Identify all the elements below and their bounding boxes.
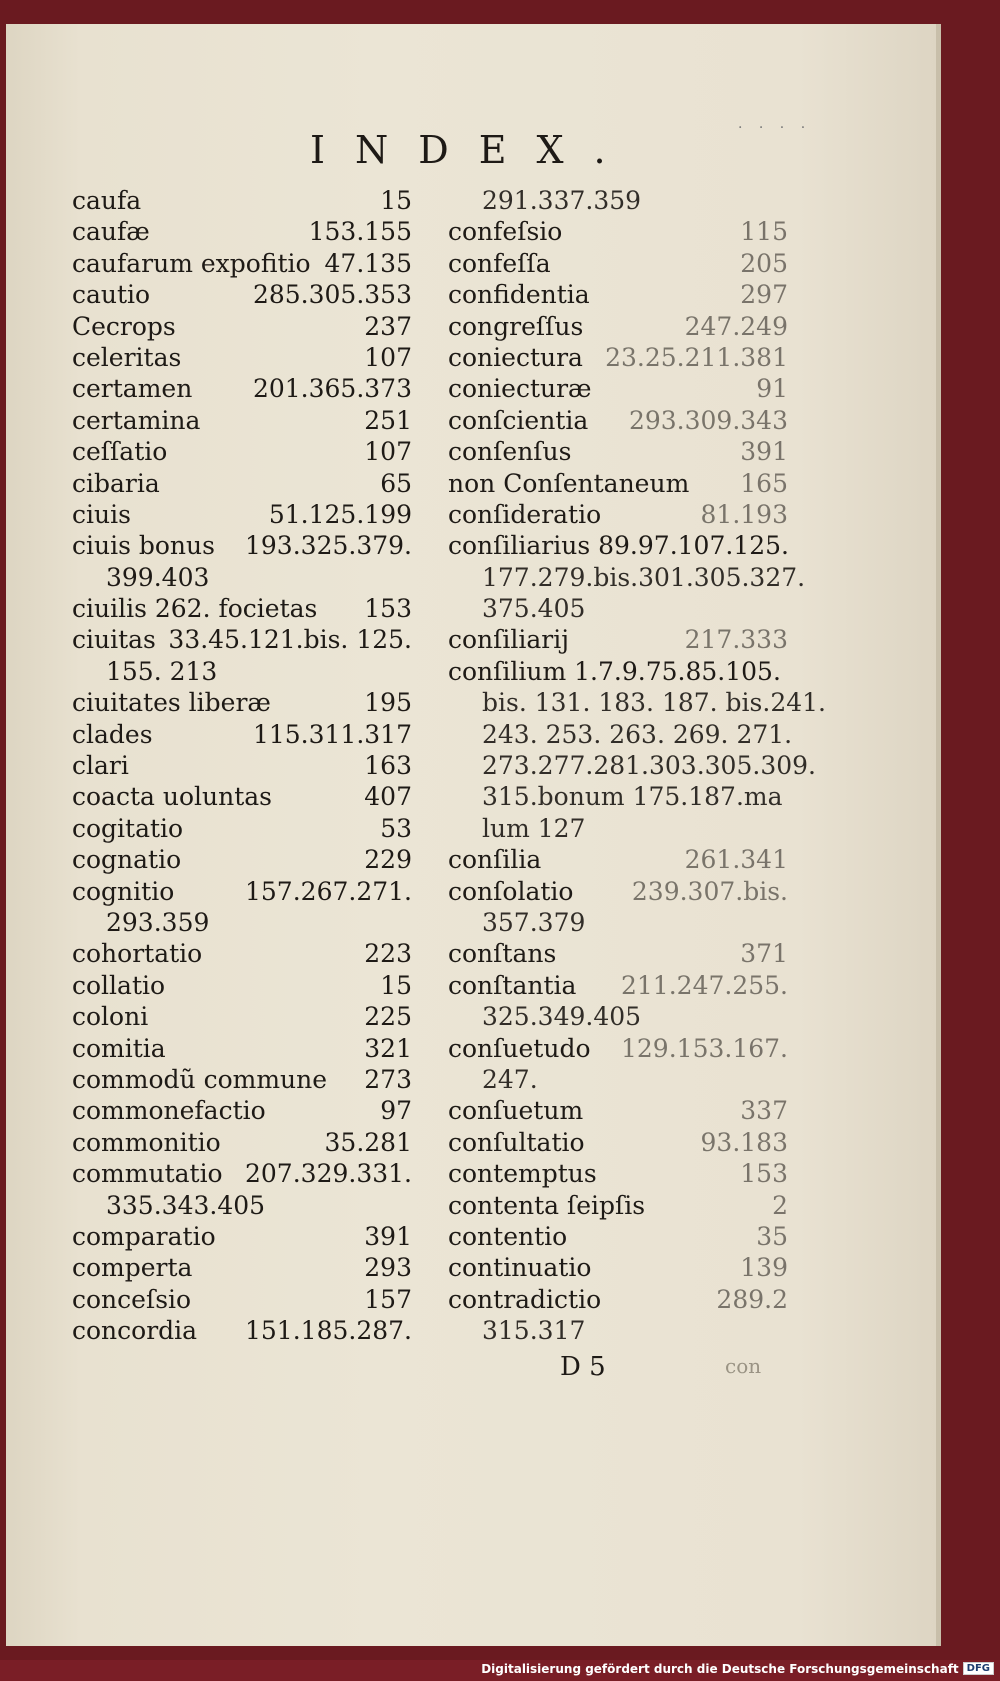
index-term: comparatio [72,1221,216,1251]
index-entry [448,1002,788,1033]
index-entry [448,719,793,751]
index-entry [448,1191,788,1222]
index-term: congreſſus [448,311,584,341]
index-entry [448,312,788,343]
index-entry [72,1096,412,1127]
index-entry [448,939,788,970]
index-term: conſiliarius 89.97.107.125. [448,531,789,561]
index-term: 315.bonum 175.187.ma [482,782,783,812]
index-entry [448,845,788,876]
index-entry [72,1034,412,1065]
index-entry [448,625,788,656]
index-pages: 15 [380,970,412,1000]
index-term: coniecturæ [448,374,592,404]
index-pages: 293 [364,1253,412,1283]
index-entry [72,939,412,970]
index-term: caufarum expofitio [72,248,311,278]
index-pages: 391 [364,1221,412,1251]
index-entry [72,594,412,625]
index-term: cogitatio [72,813,184,843]
index-entry [448,971,788,1002]
index-term: conſilium 1.7.9.75.85.105. [448,656,781,686]
index-pages: 15 [380,186,412,215]
index-term: cibaria [72,468,160,498]
index-term: coniectura [448,342,583,372]
index-pages: 153 [364,594,412,624]
index-term: contemptus [448,1159,597,1189]
index-term: 155. 213 [106,656,218,686]
index-pages: 47.135 [324,248,412,278]
index-term: cautio [72,280,151,310]
index-entry [72,1253,412,1284]
index-pages: 337 [740,1096,788,1126]
index-entry [448,531,788,562]
index-entry [72,374,412,405]
index-term: celeritas [72,342,182,372]
index-entry [72,437,412,468]
index-term: caufa [72,186,142,215]
index-entry [448,1316,788,1347]
index-entry [72,249,412,280]
index-entry [448,908,788,939]
index-term: lum 127 [482,813,586,843]
index-entry [72,500,412,531]
index-pages: 139 [740,1253,788,1283]
index-entry [448,217,788,248]
index-term: commodũ commune [72,1064,328,1094]
index-pages: 273 [364,1064,412,1094]
index-term: conſultatio [448,1127,585,1157]
index-pages: 153.155 [308,217,412,247]
index-entry [448,1222,788,1253]
index-pages: 247.249 [684,311,788,341]
index-entry [448,782,788,813]
index-pages: 163 [364,751,412,781]
index-term: coacta uoluntas [72,782,272,812]
index-entry [72,657,412,688]
index-term: contradictio [448,1284,602,1314]
index-term: non Conſentaneum [448,468,690,498]
index-pages: 289.2 [716,1284,788,1314]
index-entry [448,469,788,500]
index-term: conſilia [448,845,542,875]
index-term: bis. 131. 183. 187. bis.241. [482,688,826,718]
index-entry [72,406,412,437]
index-term: confeſsio [448,217,563,247]
index-term: confidentia [448,280,590,310]
index-term: clades [72,719,153,749]
page-title: INDEX. [310,128,636,172]
index-pages: 65 [380,468,412,498]
index-entry [448,1253,788,1284]
index-column-right [448,186,826,1347]
index-entry [72,312,412,343]
index-entry [72,877,412,908]
index-entry [72,1065,412,1096]
index-entry [72,625,412,656]
index-term: cognitio [72,876,175,906]
index-pages: 33.45.121.bis. 125. [168,625,412,655]
index-term: 243. 253. 263. 269. 271. [482,719,793,749]
index-entry [448,186,788,217]
index-term: cognatio [72,845,182,875]
index-pages: 97 [380,1096,412,1126]
index-term: 325.349.405 [482,1002,642,1032]
index-pages: 151.185.287. [245,1316,412,1346]
index-pages: 23.25.211.381 [605,342,788,372]
index-term: 399.403 [106,562,210,592]
index-entry [72,1222,412,1253]
index-pages: 407 [364,782,412,812]
page-marks: · · · · [738,120,812,136]
index-term: contentio [448,1221,568,1251]
index-entry [448,1096,788,1127]
index-pages: 91 [756,374,788,404]
index-pages: 297 [740,280,788,310]
index-pages: 193.325.379. [245,531,412,561]
index-pages: 81.193 [700,499,788,529]
index-pages: 2 [772,1190,788,1220]
index-term: commonefactio [72,1096,266,1126]
index-term: ciuitates liberæ [72,688,271,718]
index-pages: 201.365.373 [252,374,412,404]
index-term: ciuitas [72,625,156,655]
index-pages: 205 [740,248,788,278]
index-entry [72,908,412,939]
index-term: 293.359 [106,907,210,937]
index-pages: 371 [740,939,788,969]
index-term: 357.379 [482,907,586,937]
signature-mark: D 5 [560,1352,606,1382]
index-term: ciuilis 262. focietas [72,594,318,624]
index-pages: 229 [364,845,412,875]
index-term: conſtans [448,939,557,969]
index-pages: 285.305.353 [252,280,412,310]
index-term: 315.317 [482,1316,586,1346]
index-term: comperta [72,1253,193,1283]
index-term: ciuis [72,499,131,529]
catchword: con [725,1354,762,1378]
index-entry [448,814,788,845]
index-pages: 107 [364,437,412,467]
index-pages: 93.183 [700,1127,788,1157]
index-pages: 293.309.343 [628,405,788,435]
index-pages: 129.153.167. [621,1033,788,1063]
index-term: comitia [72,1033,166,1063]
index-term: commutatio [72,1159,223,1189]
index-entry [72,845,412,876]
index-term: conſolatio [448,876,574,906]
index-term: coloni [72,1002,149,1032]
index-pages: 51.125.199 [268,499,412,529]
index-term: confeſſa [448,248,551,278]
index-entry [448,594,788,625]
index-entry [72,1316,412,1347]
index-term: conſenſus [448,437,572,467]
index-term: continuatio [448,1253,592,1283]
index-entry [448,280,788,311]
index-entry [72,1191,412,1222]
digitization-credit [481,1660,994,1677]
index-term: 247. [482,1064,538,1094]
index-entry [72,469,412,500]
index-term: concordia [72,1316,198,1346]
index-entry [448,1159,788,1190]
index-pages: 207.329.331. [245,1159,412,1189]
index-pages: 107 [364,342,412,372]
index-entry [448,1128,788,1159]
index-entry [72,814,412,845]
index-entry [448,751,816,782]
index-term: collatio [72,970,166,1000]
index-term: cohortatio [72,939,203,969]
page-footer [560,1352,762,1382]
index-term: conſcientia [448,405,589,435]
index-term: 177.279.bis.301.305.327. [482,562,806,592]
index-pages: 251 [364,405,412,435]
index-entry [72,343,412,374]
index-entry [448,688,826,719]
index-term: 273.277.281.303.305.309. [482,751,816,781]
index-pages: 157.267.271. [245,876,412,906]
index-pages: 35.281 [324,1127,412,1157]
index-entry [448,374,788,405]
index-entry [448,1034,788,1065]
index-entry [72,688,412,719]
index-pages: 223 [364,939,412,969]
index-entry [448,406,788,437]
index-pages: 157 [364,1284,412,1314]
index-pages: 237 [364,311,412,341]
index-entry [448,249,788,280]
index-pages: 115 [740,217,788,247]
index-entry [448,437,788,468]
index-term: caufæ [72,217,150,247]
index-entry [72,531,412,562]
index-term: conſtantia [448,970,577,1000]
index-term: Cecrops [72,311,176,341]
index-term: commonitio [72,1127,221,1157]
index-pages: 261.341 [684,845,788,875]
index-entry [72,1002,412,1033]
credit-text: Digitalisierung gefördert durch die Deutsche Forschungsgemeinschaft [481,1661,959,1676]
index-term: ciuis bonus [72,531,215,561]
index-entry [72,971,412,1002]
index-entry [72,1128,412,1159]
index-pages: 115.311.317 [252,719,412,749]
index-term: 291.337.359 [482,186,642,215]
index-entry [72,280,412,311]
index-term: 375.405 [482,594,586,624]
index-pages: 239.307.bis. [631,876,788,906]
index-entry [72,1159,412,1190]
index-entry [448,877,788,908]
index-pages: 321 [364,1033,412,1063]
index-entry [72,217,412,248]
index-term: clari [72,751,129,781]
index-term: conſiliarij [448,625,569,655]
index-entry [72,751,412,782]
index-term: conſuetum [448,1096,584,1126]
index-entry [72,782,412,813]
index-term: certamen [72,374,193,404]
index-entry [448,1065,788,1096]
index-term: contenta ſeipſis [448,1190,646,1220]
index-term: conceſsio [72,1284,192,1314]
index-pages: 217.333 [684,625,788,655]
index-entry [448,562,806,594]
index-pages: 53 [380,813,412,843]
index-entry [72,186,412,217]
index-pages: 35 [756,1221,788,1251]
index-entry [72,563,412,594]
index-entry [448,1285,788,1316]
dfg-logo: DFG [963,1662,994,1675]
index-entry [72,1285,412,1316]
index-column-left [72,186,412,1347]
index-term: ceſſatio [72,437,168,467]
index-term: conſuetudo [448,1033,591,1063]
index-term: conſideratio [448,499,602,529]
index-entry [72,720,412,751]
index-pages: 153 [740,1159,788,1189]
index-pages: 211.247.255. [621,970,788,1000]
index-pages: 391 [740,437,788,467]
index-pages: 225 [364,1002,412,1032]
index-pages: 195 [364,688,412,718]
index-term: certamina [72,405,201,435]
index-term: 335.343.405 [106,1190,266,1220]
index-entry [448,343,788,374]
index-pages: 165 [740,468,788,498]
index-entry [448,500,788,531]
index-entry [448,657,788,688]
